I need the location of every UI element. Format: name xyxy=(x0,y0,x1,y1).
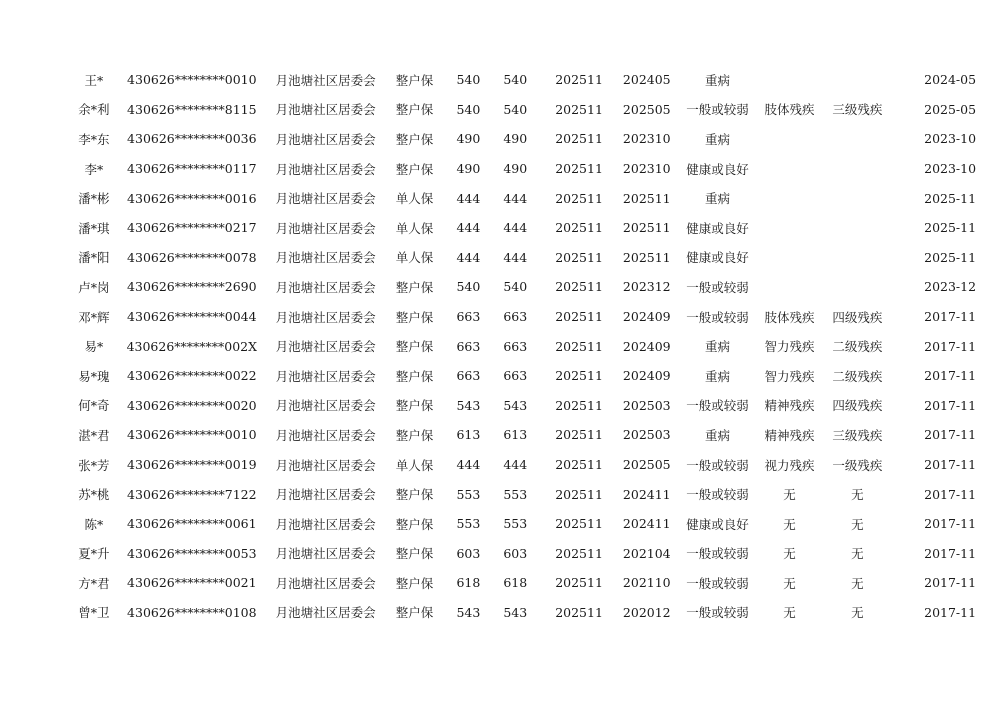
id-number-cell: 430626********0061 xyxy=(127,516,257,532)
disability-level-cell: 无 xyxy=(851,546,864,562)
table-row xyxy=(68,479,1000,509)
table-row xyxy=(68,65,1000,95)
disability-type-cell: 智力残疾 xyxy=(764,339,815,355)
health-status-cell: 一般或较弱 xyxy=(686,102,749,118)
table-row xyxy=(68,450,1000,480)
disability-type-cell xyxy=(764,154,814,184)
review-month-cell: 202310 xyxy=(622,131,671,147)
coverage-type-cell: 整户保 xyxy=(395,398,434,414)
disability-type-cell xyxy=(764,272,814,302)
start-date-cell: 2017-11 xyxy=(924,397,977,413)
payment-month-cell: 202511 xyxy=(555,279,603,295)
name-cell: 湛*君 xyxy=(78,427,110,443)
actual-amount-cell: 444 xyxy=(503,190,528,206)
table-row xyxy=(68,302,1000,332)
start-date-cell: 2017-11 xyxy=(924,604,977,620)
actual-amount-cell: 543 xyxy=(503,604,528,620)
community-cell: 月池塘社区居委会 xyxy=(275,72,376,88)
review-month-cell: 202110 xyxy=(622,575,671,591)
payment-month-cell: 202511 xyxy=(555,516,603,532)
community-cell: 月池塘社区居委会 xyxy=(275,131,376,147)
health-status-cell: 重病 xyxy=(705,131,731,147)
start-date-cell: 2017-11 xyxy=(924,368,977,384)
disability-type-cell: 无 xyxy=(783,546,796,562)
payment-month-cell: 202511 xyxy=(555,368,603,384)
community-cell: 月池塘社区居委会 xyxy=(275,161,376,177)
standard-amount-cell: 490 xyxy=(456,131,481,147)
disability-type-cell xyxy=(764,124,814,154)
review-month-cell: 202012 xyxy=(622,604,671,620)
disability-level-cell: 无 xyxy=(851,605,864,621)
standard-amount-cell: 663 xyxy=(456,338,481,354)
table-row xyxy=(68,124,1000,154)
actual-amount-cell: 603 xyxy=(503,545,528,561)
disability-level-cell: 二级残疾 xyxy=(832,339,883,355)
community-cell: 月池塘社区居委会 xyxy=(275,279,376,295)
name-cell: 苏*桃 xyxy=(78,487,110,503)
name-cell: 易* xyxy=(84,339,104,355)
standard-amount-cell: 553 xyxy=(456,486,481,502)
name-cell: 陈* xyxy=(84,516,104,532)
community-cell: 月池塘社区居委会 xyxy=(275,427,376,443)
start-date-cell: 2017-11 xyxy=(924,338,977,354)
id-number-cell: 430626********2690 xyxy=(127,279,257,295)
health-status-cell: 重病 xyxy=(705,191,731,207)
disability-type-cell: 精神残疾 xyxy=(764,427,815,443)
table-row xyxy=(68,331,1000,361)
name-cell: 张*芳 xyxy=(78,457,110,473)
actual-amount-cell: 444 xyxy=(503,220,528,236)
community-cell: 月池塘社区居委会 xyxy=(275,457,376,473)
coverage-type-cell: 整户保 xyxy=(395,279,434,295)
review-month-cell: 202104 xyxy=(622,545,671,561)
standard-amount-cell: 540 xyxy=(456,101,481,117)
coverage-type-cell: 整户保 xyxy=(395,368,434,384)
disability-type-cell: 视力残疾 xyxy=(764,457,815,473)
coverage-type-cell: 整户保 xyxy=(395,575,434,591)
id-number-cell: 430626********8115 xyxy=(127,101,257,117)
start-date-cell: 2017-11 xyxy=(924,545,977,561)
health-status-cell: 一般或较弱 xyxy=(686,309,749,325)
disability-level-cell xyxy=(814,154,900,184)
id-number-cell: 430626********0010 xyxy=(127,427,257,443)
health-status-cell: 一般或较弱 xyxy=(686,546,749,562)
id-number-cell: 430626********0021 xyxy=(127,575,257,591)
table-row xyxy=(68,568,1000,598)
payment-month-cell: 202511 xyxy=(555,101,603,117)
id-number-cell: 430626********0078 xyxy=(127,249,257,265)
start-date-cell: 2017-11 xyxy=(924,516,977,532)
review-month-cell: 202405 xyxy=(622,72,671,88)
payment-month-cell: 202511 xyxy=(555,575,603,591)
disability-type-cell: 无 xyxy=(783,516,796,532)
roster-body xyxy=(68,65,1000,627)
coverage-type-cell: 整户保 xyxy=(395,102,434,118)
community-cell: 月池塘社区居委会 xyxy=(275,487,376,503)
assistance-roster-table xyxy=(68,65,1000,627)
payment-month-cell: 202511 xyxy=(555,131,603,147)
community-cell: 月池塘社区居委会 xyxy=(275,339,376,355)
start-date-cell: 2023-12 xyxy=(924,279,977,295)
payment-month-cell: 202511 xyxy=(555,220,603,236)
standard-amount-cell: 444 xyxy=(456,457,481,473)
start-date-cell: 2017-11 xyxy=(924,486,977,502)
health-status-cell: 一般或较弱 xyxy=(686,575,749,591)
disability-type-cell: 智力残疾 xyxy=(764,368,815,384)
review-month-cell: 202503 xyxy=(622,427,671,443)
name-cell: 王* xyxy=(84,72,104,88)
actual-amount-cell: 663 xyxy=(503,338,528,354)
start-date-cell: 2017-11 xyxy=(924,457,977,473)
health-status-cell: 一般或较弱 xyxy=(686,605,749,621)
standard-amount-cell: 444 xyxy=(456,220,481,236)
actual-amount-cell: 613 xyxy=(503,427,528,443)
table-row xyxy=(68,598,1000,628)
id-number-cell: 430626********0044 xyxy=(127,309,257,325)
name-cell: 曾*卫 xyxy=(78,605,110,621)
review-month-cell: 202505 xyxy=(622,457,671,473)
start-date-cell: 2017-11 xyxy=(924,575,977,591)
standard-amount-cell: 490 xyxy=(456,161,481,177)
standard-amount-cell: 543 xyxy=(456,397,481,413)
coverage-type-cell: 整户保 xyxy=(395,161,434,177)
health-status-cell: 重病 xyxy=(705,368,731,384)
coverage-type-cell: 单人保 xyxy=(395,457,434,473)
id-number-cell: 430626********0022 xyxy=(127,368,257,384)
start-date-cell: 2024-05 xyxy=(924,72,977,88)
start-date-cell: 2025-11 xyxy=(924,220,977,236)
disability-type-cell xyxy=(764,243,814,273)
review-month-cell: 202411 xyxy=(622,486,671,502)
name-cell: 易*瑰 xyxy=(78,368,110,384)
coverage-type-cell: 整户保 xyxy=(395,339,434,355)
id-number-cell: 430626********0036 xyxy=(127,131,257,147)
start-date-cell: 2025-11 xyxy=(924,249,977,265)
community-cell: 月池塘社区居委会 xyxy=(275,220,376,236)
health-status-cell: 重病 xyxy=(705,339,731,355)
id-number-cell: 430626********0019 xyxy=(127,457,257,473)
table-row xyxy=(68,420,1000,450)
table-row xyxy=(68,272,1000,302)
disability-type-cell: 肢体残疾 xyxy=(764,102,815,118)
actual-amount-cell: 663 xyxy=(503,368,528,384)
community-cell: 月池塘社区居委会 xyxy=(275,309,376,325)
coverage-type-cell: 单人保 xyxy=(395,250,434,266)
start-date-cell: 2017-11 xyxy=(924,427,977,443)
community-cell: 月池塘社区居委会 xyxy=(275,546,376,562)
table-row xyxy=(68,154,1000,184)
disability-type-cell: 精神残疾 xyxy=(764,398,815,414)
name-cell: 夏*升 xyxy=(78,546,110,562)
coverage-type-cell: 整户保 xyxy=(395,516,434,532)
disability-level-cell: 无 xyxy=(851,516,864,532)
community-cell: 月池塘社区居委会 xyxy=(275,398,376,414)
table-row xyxy=(68,539,1000,569)
table-row xyxy=(68,391,1000,421)
coverage-type-cell: 整户保 xyxy=(395,131,434,147)
disability-level-cell xyxy=(814,272,900,302)
actual-amount-cell: 540 xyxy=(503,101,528,117)
id-number-cell: 430626********0117 xyxy=(127,161,257,177)
community-cell: 月池塘社区居委会 xyxy=(275,102,376,118)
payment-month-cell: 202511 xyxy=(555,457,603,473)
standard-amount-cell: 618 xyxy=(456,575,481,591)
coverage-type-cell: 整户保 xyxy=(395,605,434,621)
standard-amount-cell: 540 xyxy=(456,279,481,295)
name-cell: 潘*彬 xyxy=(78,191,110,207)
disability-level-cell: 三级残疾 xyxy=(832,102,883,118)
actual-amount-cell: 444 xyxy=(503,457,528,473)
standard-amount-cell: 603 xyxy=(456,545,481,561)
id-number-cell: 430626********0053 xyxy=(127,545,257,561)
table-row xyxy=(68,183,1000,213)
name-cell: 方*君 xyxy=(78,575,110,591)
disability-level-cell: 一级残疾 xyxy=(832,457,883,473)
disability-type-cell: 无 xyxy=(783,575,796,591)
actual-amount-cell: 543 xyxy=(503,397,528,413)
coverage-type-cell: 整户保 xyxy=(395,487,434,503)
health-status-cell: 健康或良好 xyxy=(686,250,749,266)
actual-amount-cell: 444 xyxy=(503,249,528,265)
review-month-cell: 202312 xyxy=(622,279,671,295)
review-month-cell: 202409 xyxy=(622,309,671,325)
coverage-type-cell: 单人保 xyxy=(395,191,434,207)
community-cell: 月池塘社区居委会 xyxy=(275,516,376,532)
disability-level-cell: 三级残疾 xyxy=(832,427,883,443)
start-date-cell: 2017-11 xyxy=(924,309,977,325)
actual-amount-cell: 553 xyxy=(503,486,528,502)
disability-level-cell: 四级残疾 xyxy=(832,398,883,414)
name-cell: 卢*岗 xyxy=(78,279,110,295)
id-number-cell: 430626********7122 xyxy=(127,486,257,502)
community-cell: 月池塘社区居委会 xyxy=(275,605,376,621)
start-date-cell: 2025-05 xyxy=(924,101,977,117)
name-cell: 余*利 xyxy=(78,102,110,118)
disability-type-cell: 无 xyxy=(783,487,796,503)
review-month-cell: 202511 xyxy=(622,190,671,206)
payment-month-cell: 202511 xyxy=(555,72,603,88)
disability-type-cell xyxy=(764,213,814,243)
health-status-cell: 重病 xyxy=(705,72,731,88)
standard-amount-cell: 663 xyxy=(456,368,481,384)
review-month-cell: 202511 xyxy=(622,249,671,265)
review-month-cell: 202411 xyxy=(622,516,671,532)
payment-month-cell: 202511 xyxy=(555,427,603,443)
standard-amount-cell: 444 xyxy=(456,249,481,265)
id-number-cell: 430626********002X xyxy=(126,338,258,354)
review-month-cell: 202310 xyxy=(622,161,671,177)
health-status-cell: 一般或较弱 xyxy=(686,487,749,503)
review-month-cell: 202409 xyxy=(622,338,671,354)
actual-amount-cell: 490 xyxy=(503,161,528,177)
actual-amount-cell: 540 xyxy=(503,72,528,88)
coverage-type-cell: 整户保 xyxy=(395,546,434,562)
community-cell: 月池塘社区居委会 xyxy=(275,368,376,384)
disability-level-cell xyxy=(814,65,900,95)
name-cell: 潘*琪 xyxy=(78,220,110,236)
review-month-cell: 202409 xyxy=(622,368,671,384)
id-number-cell: 430626********0016 xyxy=(127,190,257,206)
standard-amount-cell: 553 xyxy=(456,516,481,532)
payment-month-cell: 202511 xyxy=(555,486,603,502)
payment-month-cell: 202511 xyxy=(555,161,603,177)
actual-amount-cell: 490 xyxy=(503,131,528,147)
community-cell: 月池塘社区居委会 xyxy=(275,575,376,591)
review-month-cell: 202505 xyxy=(622,101,671,117)
actual-amount-cell: 618 xyxy=(503,575,528,591)
standard-amount-cell: 444 xyxy=(456,190,481,206)
disability-type-cell xyxy=(764,183,814,213)
start-date-cell: 2023-10 xyxy=(924,161,977,177)
standard-amount-cell: 663 xyxy=(456,309,481,325)
review-month-cell: 202503 xyxy=(622,397,671,413)
health-status-cell: 健康或良好 xyxy=(686,516,749,532)
table-row xyxy=(68,95,1000,125)
id-number-cell: 430626********0108 xyxy=(127,604,257,620)
table-row xyxy=(68,509,1000,539)
community-cell: 月池塘社区居委会 xyxy=(275,191,376,207)
disability-type-cell: 肢体残疾 xyxy=(764,309,815,325)
disability-level-cell xyxy=(814,124,900,154)
payment-month-cell: 202511 xyxy=(555,604,603,620)
name-cell: 邓*辉 xyxy=(78,309,110,325)
name-cell: 李* xyxy=(84,161,104,177)
disability-type-cell: 无 xyxy=(783,605,796,621)
name-cell: 潘*阳 xyxy=(78,250,110,266)
health-status-cell: 重病 xyxy=(705,427,731,443)
standard-amount-cell: 613 xyxy=(456,427,481,443)
disability-level-cell: 无 xyxy=(851,487,864,503)
coverage-type-cell: 整户保 xyxy=(395,72,434,88)
health-status-cell: 健康或良好 xyxy=(686,161,749,177)
disability-level-cell xyxy=(814,183,900,213)
actual-amount-cell: 540 xyxy=(503,279,528,295)
table-row xyxy=(68,243,1000,273)
health-status-cell: 一般或较弱 xyxy=(686,279,749,295)
coverage-type-cell: 单人保 xyxy=(395,220,434,236)
actual-amount-cell: 663 xyxy=(503,309,528,325)
health-status-cell: 健康或良好 xyxy=(686,220,749,236)
disability-level-cell xyxy=(814,213,900,243)
disability-level-cell: 二级残疾 xyxy=(832,368,883,384)
payment-month-cell: 202511 xyxy=(555,338,603,354)
community-cell: 月池塘社区居委会 xyxy=(275,250,376,266)
coverage-type-cell: 整户保 xyxy=(395,309,434,325)
payment-month-cell: 202511 xyxy=(555,309,603,325)
id-number-cell: 430626********0020 xyxy=(127,397,257,413)
payment-month-cell: 202511 xyxy=(555,545,603,561)
actual-amount-cell: 553 xyxy=(503,516,528,532)
disability-level-cell: 无 xyxy=(851,575,864,591)
standard-amount-cell: 543 xyxy=(456,604,481,620)
payment-month-cell: 202511 xyxy=(555,397,603,413)
name-cell: 李*东 xyxy=(78,131,110,147)
disability-level-cell: 四级残疾 xyxy=(832,309,883,325)
id-number-cell: 430626********0010 xyxy=(127,72,257,88)
start-date-cell: 2023-10 xyxy=(924,131,977,147)
table-row xyxy=(68,213,1000,243)
health-status-cell: 一般或较弱 xyxy=(686,398,749,414)
start-date-cell: 2025-11 xyxy=(924,190,977,206)
disability-type-cell xyxy=(764,65,814,95)
disability-level-cell xyxy=(814,243,900,273)
payment-month-cell: 202511 xyxy=(555,190,603,206)
table-row xyxy=(68,361,1000,391)
health-status-cell: 一般或较弱 xyxy=(686,457,749,473)
id-number-cell: 430626********0217 xyxy=(127,220,257,236)
name-cell: 何*奇 xyxy=(78,398,110,414)
standard-amount-cell: 540 xyxy=(456,72,481,88)
review-month-cell: 202511 xyxy=(622,220,671,236)
payment-month-cell: 202511 xyxy=(555,249,603,265)
coverage-type-cell: 整户保 xyxy=(395,427,434,443)
